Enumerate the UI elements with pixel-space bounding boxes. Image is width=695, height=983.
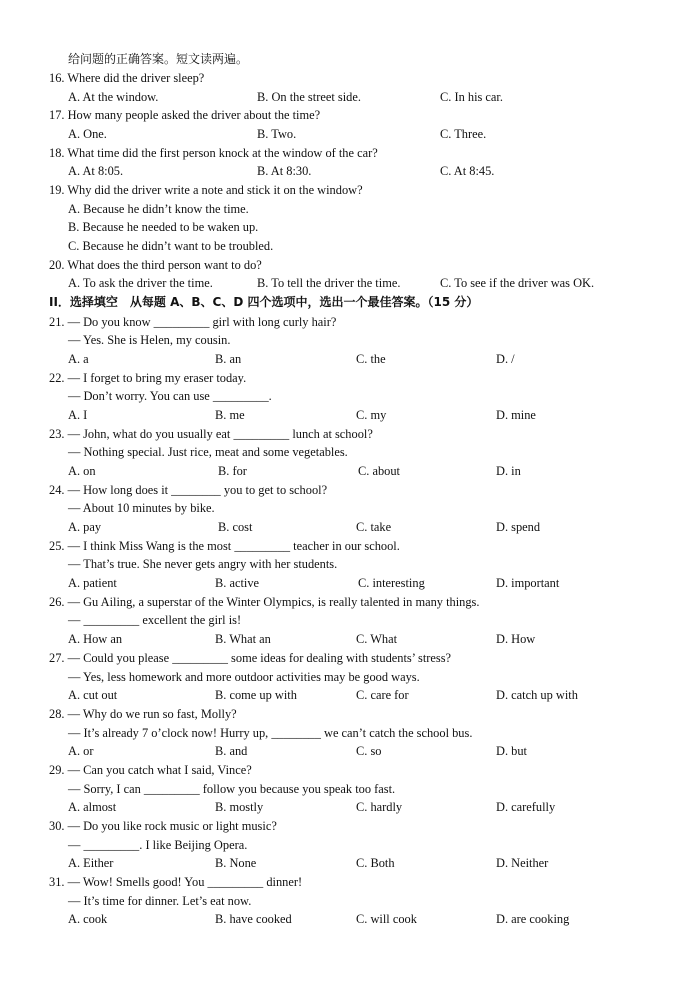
option-a: A. How an (68, 632, 123, 646)
option-b: B. mostly (215, 800, 264, 814)
question-31-line2: — It’s time for dinner. Let’s eat now. (68, 894, 252, 908)
option-b: B. cost (218, 520, 253, 534)
option-d: D. carefully (496, 800, 556, 814)
option-b: B. To tell the driver the time. (257, 276, 401, 290)
question-25-line2: — That’s true. She never gets angry with her students. (68, 557, 338, 571)
question-19-option-b: B. Because he needed to be waken up. (68, 220, 259, 234)
question-19-stem: 19. Why did the driver write a note and stick it on the window? (49, 183, 363, 197)
question-19-option-c: C. Because he didn’t want to be troubled. (68, 239, 274, 253)
option-a: A. almost (68, 800, 117, 814)
option-b: B. come up with (215, 688, 297, 702)
option-c: C. What (356, 632, 398, 646)
option-c: C. about (358, 464, 400, 478)
option-d: D. important (496, 576, 560, 590)
option-a: A. At 8:05. (68, 164, 124, 178)
option-c: C. At 8:45. (440, 164, 495, 178)
section-2-heading: II．选择填空 从每题 A、B、C、D 四个选项中，选出一个最佳答案。（15 分） (49, 295, 479, 309)
option-a: A. or (68, 744, 94, 758)
option-b: B. active (215, 576, 260, 590)
option-d: D. spend (496, 520, 541, 534)
option-d: D. but (496, 744, 527, 758)
option-a: A. pay (68, 520, 102, 534)
question-30-line1: 30. — Do you like rock music or light music? (49, 819, 277, 833)
question-22-line1: 22. — I forget to bring my eraser today. (49, 371, 247, 385)
option-c: C. my (356, 408, 387, 422)
option-a: A. cook (68, 912, 108, 926)
option-c: C. To see if the driver was OK. (440, 276, 595, 290)
option-a: A. a (68, 352, 89, 366)
option-b: B. On the street side. (257, 90, 361, 104)
question-26-line1: 26. — Gu Ailing, a superstar of the Winter Olympics, is really talented in many things. (49, 595, 480, 609)
option-b: B. What an (215, 632, 271, 646)
option-c: C. In his car. (440, 90, 503, 104)
question-28-line1: 28. — Why do we run so fast, Molly? (49, 707, 237, 721)
question-27-line2: — Yes, less homework and more outdoor activities may be good ways. (68, 670, 420, 684)
option-a: A. One. (68, 127, 107, 141)
question-18-stem: 18. What time did the first person knock at the window of the car? (49, 146, 378, 160)
option-c: C. the (356, 352, 386, 366)
question-21-line1: 21. — Do you know _________ girl with long curly hair? (49, 315, 337, 329)
question-29-line1: 29. — Can you catch what I said, Vince? (49, 763, 252, 777)
question-21-line2: — Yes. She is Helen, my cousin. (68, 333, 231, 347)
option-b: B. Two. (257, 127, 297, 141)
option-d: D. / (496, 352, 515, 366)
question-26-line2: — _________ excellent the girl is! (68, 613, 242, 627)
option-c: C. take (356, 520, 392, 534)
option-a: A. on (68, 464, 96, 478)
question-27-line1: 27. — Could you please _________ some ideas for dealing with students’ stress? (49, 651, 452, 665)
question-22-line2: — Don’t worry. You can use _________. (68, 389, 272, 403)
option-c: C. interesting (358, 576, 425, 590)
option-a: A. Either (68, 856, 114, 870)
option-d: D. are cooking (496, 912, 570, 926)
question-24-line1: 24. — How long does it ________ you to get to school? (49, 483, 328, 497)
option-b: B. an (215, 352, 242, 366)
option-c: C. Both (356, 856, 395, 870)
question-28-line2: — It’s already 7 o’clock now! Hurry up, ________ we can’t catch the school bus. (68, 726, 473, 740)
question-31-line1: 31. — Wow! Smells good! You _________ dinner! (49, 875, 303, 889)
option-b: B. for (218, 464, 247, 478)
question-20-stem: 20. What does the third person want to do? (49, 258, 262, 272)
option-d: D. Neither (496, 856, 549, 870)
option-a: A. To ask the driver the time. (68, 276, 213, 290)
option-c: C. so (356, 744, 382, 758)
listening-instruction: 给问题的正确答案。短文读两遍。 (68, 52, 249, 66)
option-a: A. At the window. (68, 90, 159, 104)
option-b: B. me (215, 408, 245, 422)
question-19-option-a: A. Because he didn’t know the time. (68, 202, 249, 216)
option-c: C. care for (356, 688, 409, 702)
question-23-line2: — Nothing special. Just rice, meat and some vegetables. (68, 445, 348, 459)
question-16-stem: 16. Where did the driver sleep? (49, 71, 205, 85)
option-c: C. Three. (440, 127, 487, 141)
option-d: D. in (496, 464, 521, 478)
option-a: A. cut out (68, 688, 118, 702)
option-c: C. will cook (356, 912, 417, 926)
option-d: D. catch up with (496, 688, 578, 702)
option-b: B. None (215, 856, 257, 870)
question-25-line1: 25. — I think Miss Wang is the most _________ teacher in our school. (49, 539, 400, 553)
option-a: A. patient (68, 576, 117, 590)
question-24-line2: — About 10 minutes by bike. (68, 501, 215, 515)
option-b: B. At 8:30. (257, 164, 312, 178)
option-b: B. have cooked (215, 912, 292, 926)
option-b: B. and (215, 744, 248, 758)
option-c: C. hardly (356, 800, 403, 814)
question-23-line1: 23. — John, what do you usually eat _________ lunch at school? (49, 427, 373, 441)
option-a: A. I (68, 408, 88, 422)
question-29-line2: — Sorry, I can _________ follow you because you speak too fast. (68, 782, 396, 796)
option-d: D. mine (496, 408, 536, 422)
question-30-line2: — _________. I like Beijing Opera. (68, 838, 248, 852)
question-17-stem: 17. How many people asked the driver about the time? (49, 108, 321, 122)
option-d: D. How (496, 632, 536, 646)
